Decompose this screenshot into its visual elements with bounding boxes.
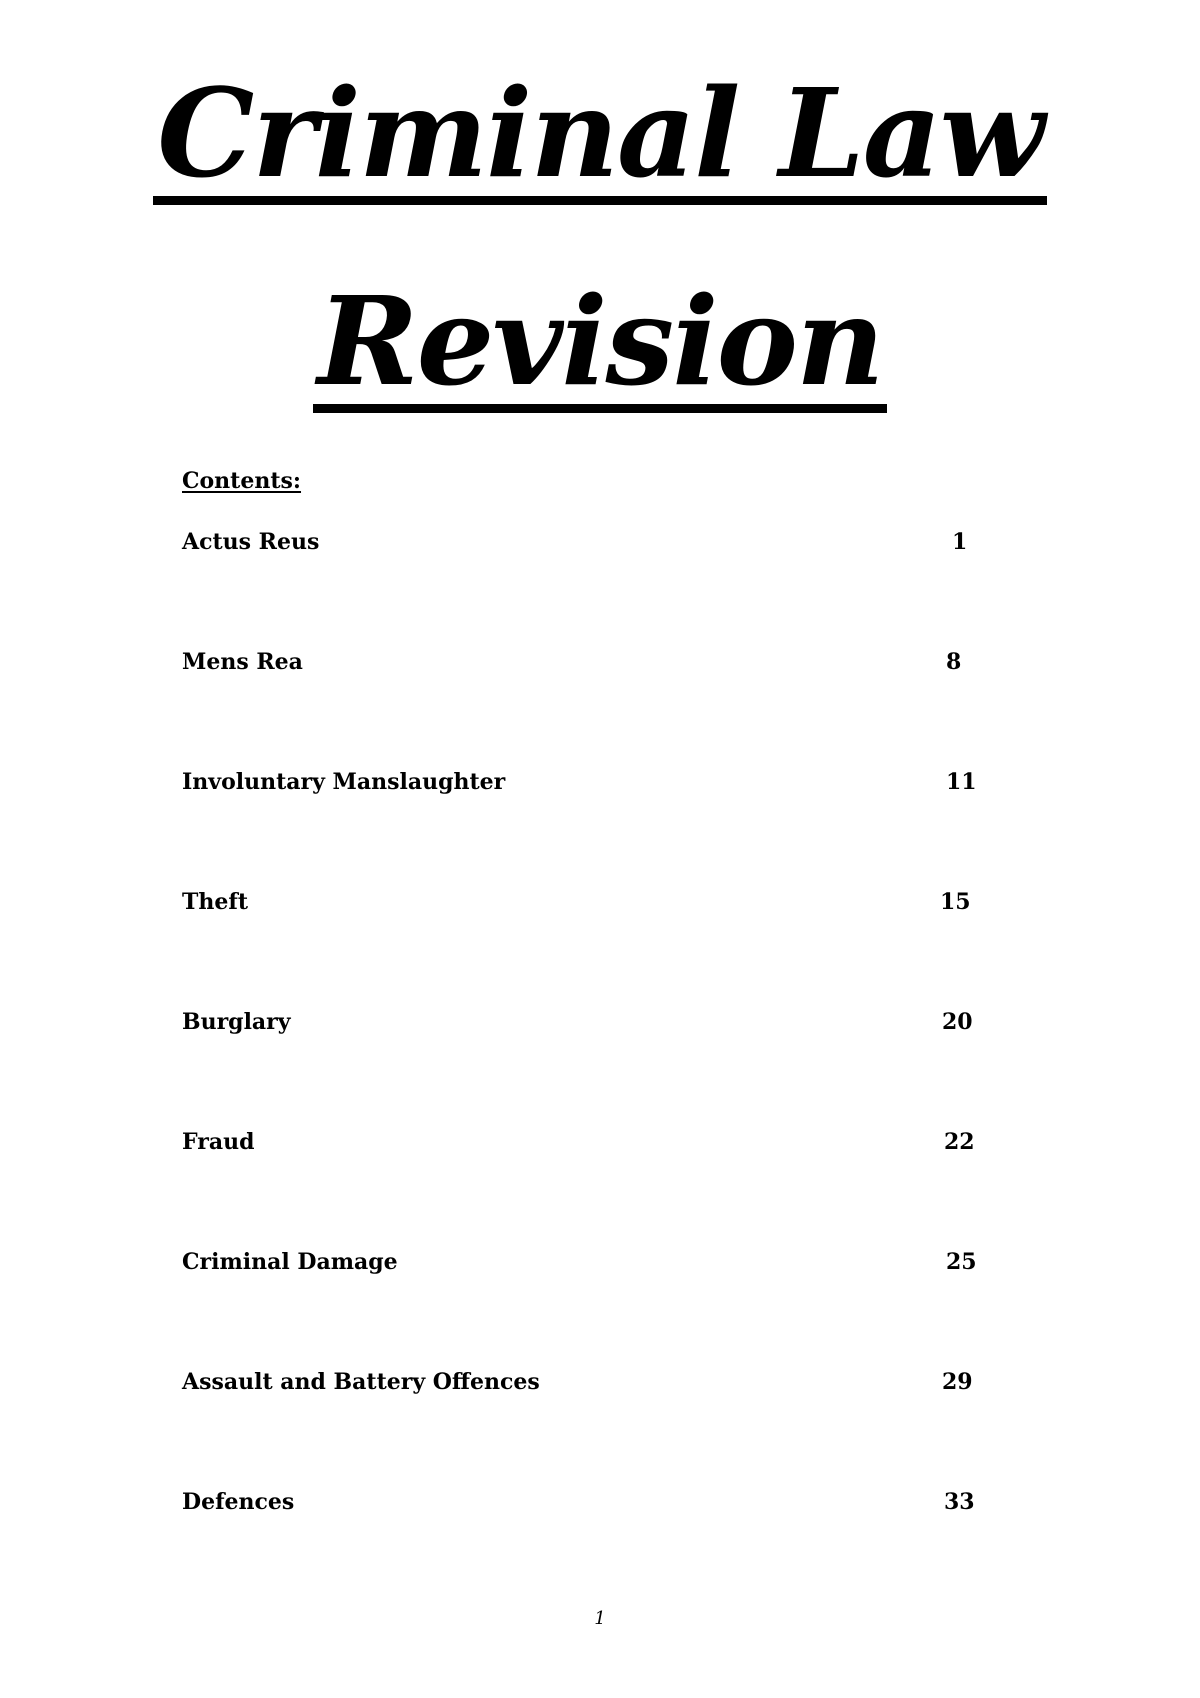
title-text-1: Criminal Law bbox=[153, 72, 1047, 205]
toc-entry-label: Involuntary Manslaughter bbox=[182, 769, 506, 795]
toc-entry-page: 22 bbox=[944, 1129, 975, 1155]
toc-entry-page: 8 bbox=[946, 649, 962, 675]
toc-entry bbox=[182, 764, 982, 800]
toc-entry-label: Actus Reus bbox=[182, 529, 320, 555]
toc-entry-page: 1 bbox=[952, 529, 968, 555]
contents-heading: Contents: bbox=[182, 468, 302, 494]
document-title-line-1 bbox=[0, 61, 1200, 205]
toc-entry-page: 11 bbox=[946, 769, 977, 795]
toc-entry bbox=[182, 1364, 982, 1400]
toc-entry-label: Theft bbox=[182, 889, 248, 915]
toc-entry bbox=[182, 1124, 982, 1160]
toc-entry bbox=[182, 1244, 982, 1280]
toc-entry-label: Mens Rea bbox=[182, 649, 303, 675]
toc-entry bbox=[182, 884, 982, 920]
toc-entry-label: Criminal Damage bbox=[182, 1249, 398, 1275]
toc-entry-page: 25 bbox=[946, 1249, 977, 1275]
toc-entry-page: 33 bbox=[944, 1489, 975, 1515]
title-text-2: Revision bbox=[313, 280, 886, 413]
toc-entry-label: Defences bbox=[182, 1489, 295, 1515]
document-title-line-2 bbox=[0, 269, 1200, 413]
toc-entry-label: Burglary bbox=[182, 1009, 291, 1035]
toc-entry-label: Fraud bbox=[182, 1129, 255, 1155]
toc-entry bbox=[182, 1484, 982, 1520]
toc-entry-page: 20 bbox=[942, 1009, 973, 1035]
toc-entry-page: 29 bbox=[942, 1369, 973, 1395]
toc-entry bbox=[182, 644, 982, 680]
toc-entry bbox=[182, 524, 982, 560]
footer-page-number: 1 bbox=[594, 1608, 606, 1629]
toc-entry-page: 15 bbox=[940, 889, 971, 915]
toc-entry bbox=[182, 1004, 982, 1040]
toc-entry-label: Assault and Battery Offences bbox=[182, 1369, 540, 1395]
